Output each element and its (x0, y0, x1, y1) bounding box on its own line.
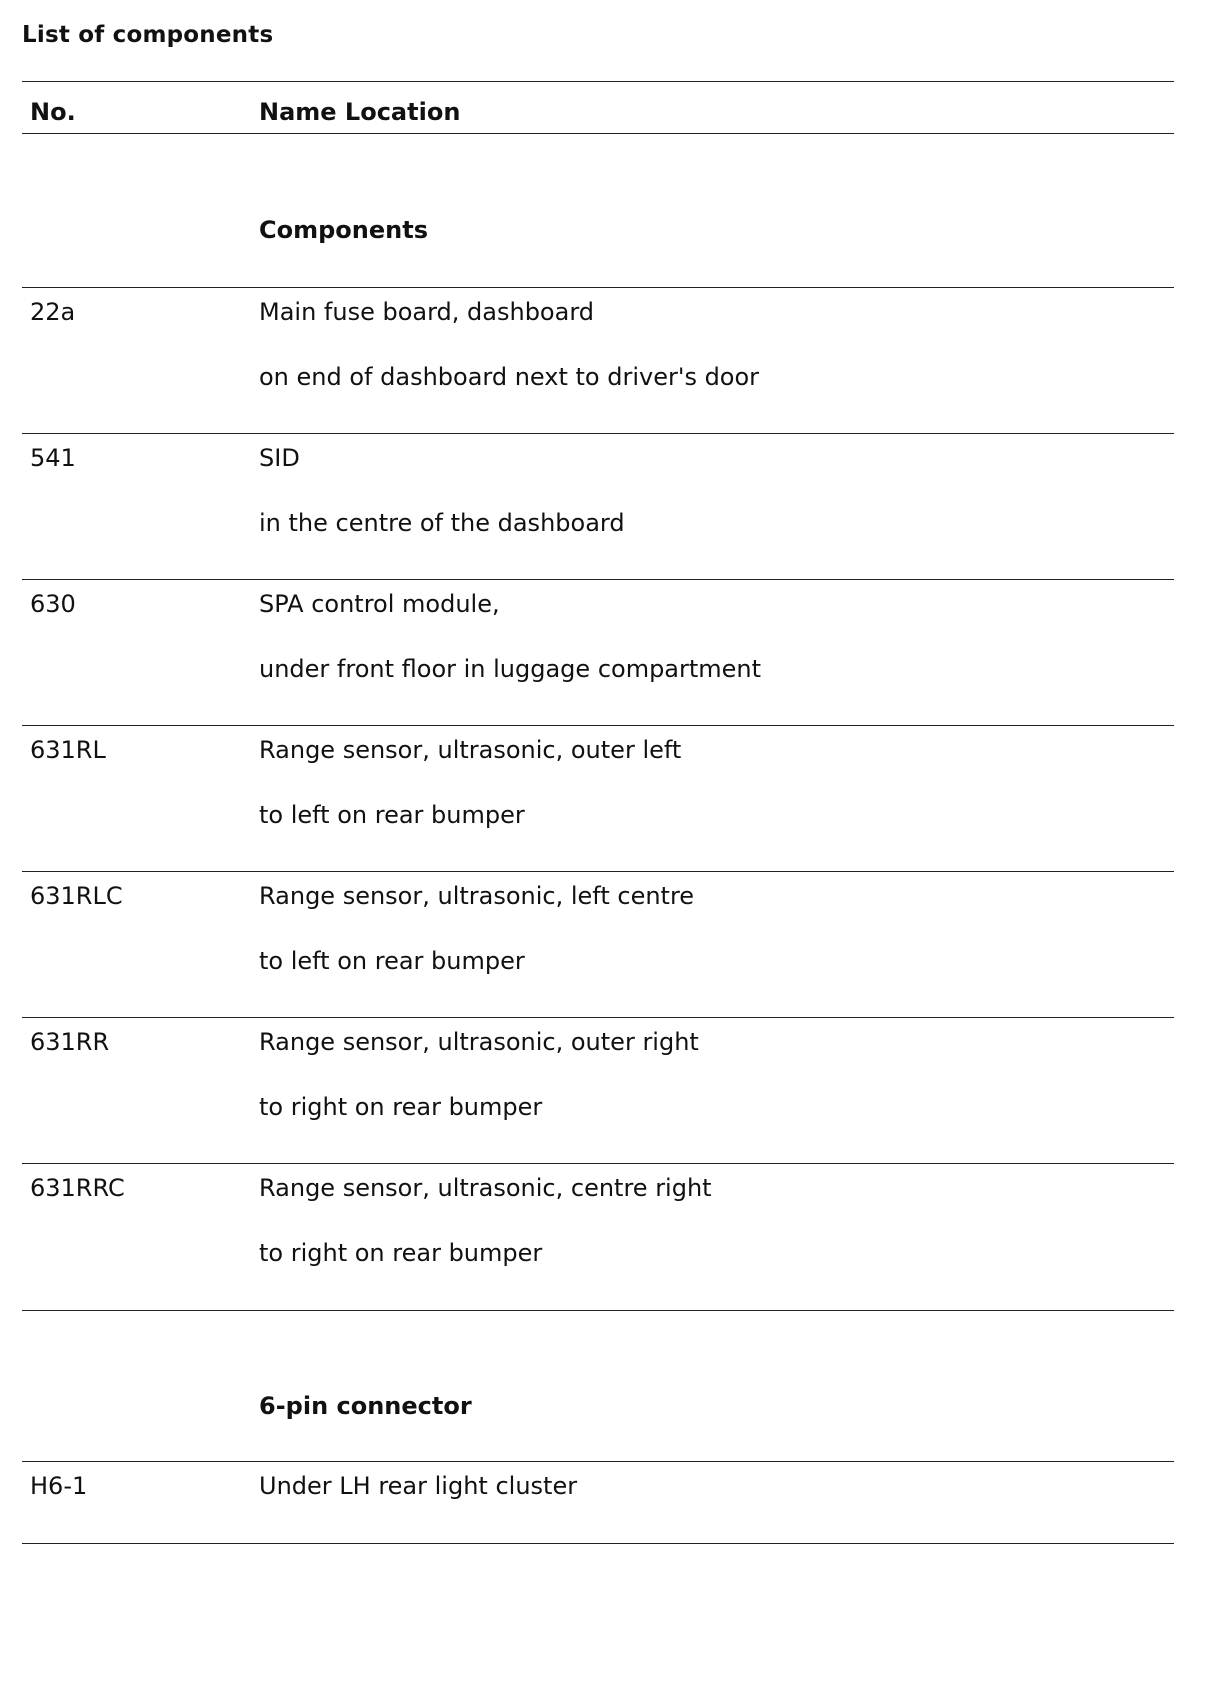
row-location: to left on rear bumper (259, 801, 525, 829)
row-number: 631RRC (30, 1174, 125, 1202)
section-heading-components: Components (259, 216, 428, 244)
row-location: under front floor in luggage compartment (259, 655, 762, 683)
column-header-no: No. (30, 98, 76, 126)
row-number: 630 (30, 590, 76, 618)
row-number: 22a (30, 298, 76, 326)
column-header-name-location: Name Location (259, 98, 461, 126)
section-end-rule (22, 1310, 1174, 1311)
row-rule (22, 725, 1174, 726)
row-rule (22, 871, 1174, 872)
header-bottom-rule (22, 133, 1174, 134)
row-name: Range sensor, ultrasonic, outer right (259, 1028, 699, 1056)
row-name: SPA control module, (259, 590, 500, 618)
row-name: Under LH rear light cluster (259, 1472, 578, 1500)
row-rule (22, 1017, 1174, 1018)
row-location: to left on rear bumper (259, 947, 525, 975)
row-number: 541 (30, 444, 76, 472)
row-number: H6-1 (30, 1472, 88, 1500)
row-rule (22, 579, 1174, 580)
section-rule (22, 287, 1174, 288)
row-number: 631RL (30, 736, 106, 764)
table-bottom-rule (22, 1543, 1174, 1544)
row-location: to right on rear bumper (259, 1093, 543, 1121)
row-location: in the centre of the dashboard (259, 509, 625, 537)
row-name: Main fuse board, dashboard (259, 298, 595, 326)
section-rule (22, 1461, 1174, 1462)
row-name: Range sensor, ultrasonic, outer left (259, 736, 682, 764)
row-rule (22, 433, 1174, 434)
document-title: List of components (22, 22, 274, 48)
row-location: on end of dashboard next to driver's door (259, 363, 760, 391)
row-number: 631RLC (30, 882, 123, 910)
table-top-rule (22, 81, 1174, 82)
section-heading-6-pin-connector: 6-pin connector (259, 1392, 472, 1420)
row-rule (22, 1163, 1174, 1164)
row-location: to right on rear bumper (259, 1239, 543, 1267)
row-name: Range sensor, ultrasonic, left centre (259, 882, 695, 910)
row-name: SID (259, 444, 300, 472)
row-number: 631RR (30, 1028, 110, 1056)
row-name: Range sensor, ultrasonic, centre right (259, 1174, 712, 1202)
